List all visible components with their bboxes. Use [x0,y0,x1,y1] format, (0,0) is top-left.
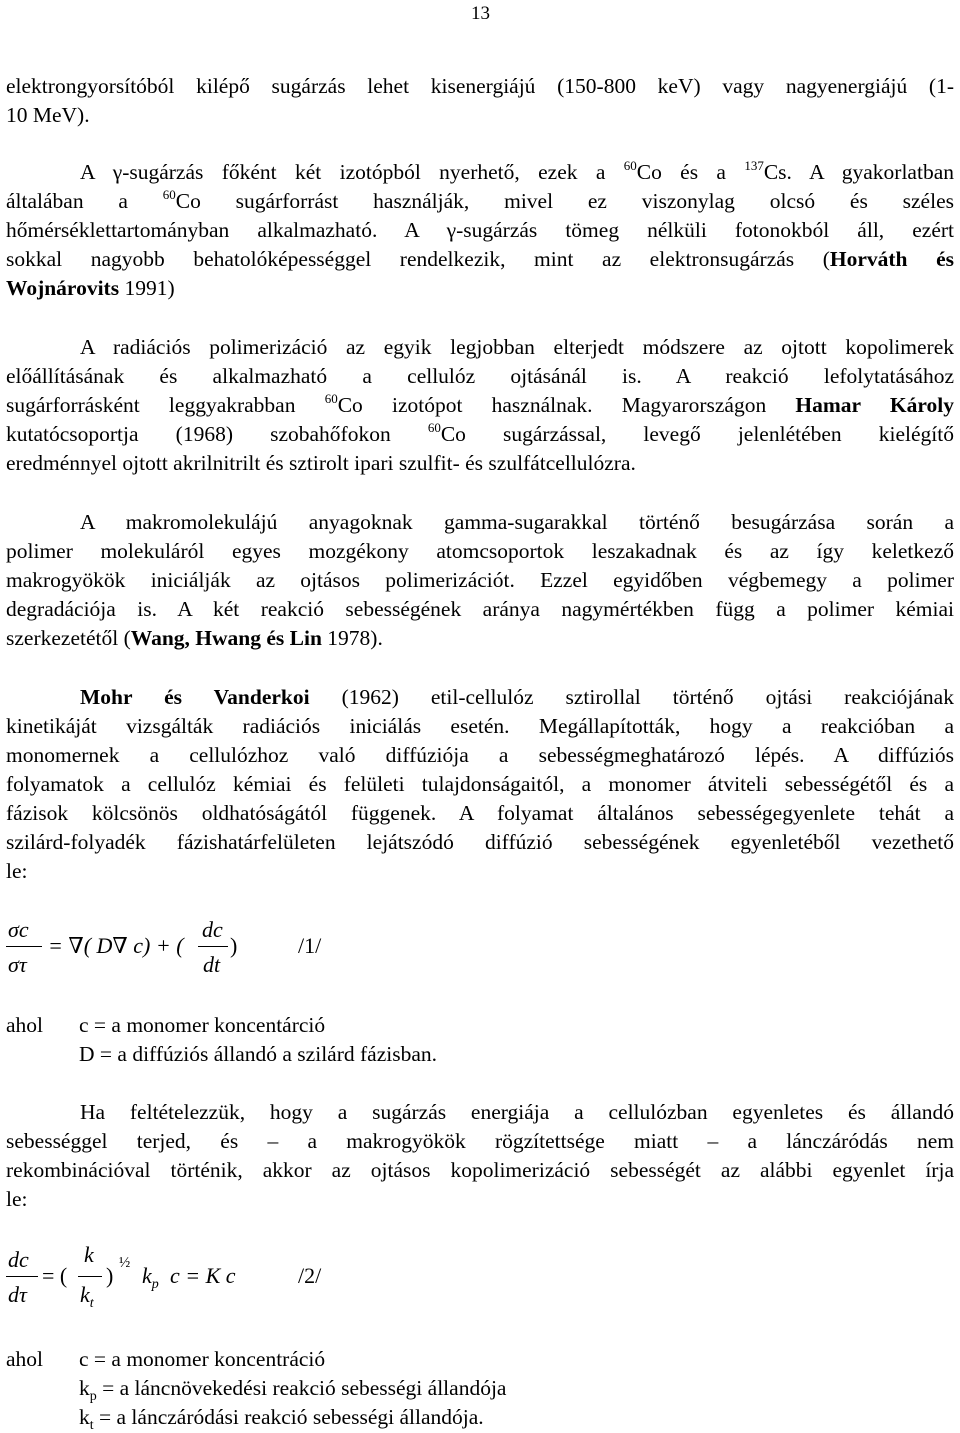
definition: c = a monomer koncentárció [79,1013,326,1037]
definition: $k_t = a$ lánczáródási reakció sebességi állandója. [79,1405,484,1433]
text-line: kutatócsoportja (1968) szobahőfokon $^{60}$Co sugárzással, levegő jelenlétében kielégítő [6,420,955,446]
eq2-k: k [84,1242,94,1267]
eq2-denominator: dτ [8,1282,27,1307]
text-line: Mohr és Vanderkoi (1962) etil-cellulóz sztirollal történő ojtási reakciójának [80,685,954,709]
eq1-close: ) [230,933,238,958]
text-line: monomernek a cellulózhoz való diffúziója a sebességmeghatározó lépés. A diffúziós [6,743,954,767]
text-line: előállításának és alkalmazható a cellulóz ojtásánál is. A reakció lefolytatásához [6,364,954,388]
eq1-number: /1/ [298,933,322,958]
eq2-exponent: ½ [119,1255,131,1271]
text-line: sugárforrásként leggyakrabban $^{60}$Co izotópot használnak. Magyarországon Hamar Károly [6,391,954,417]
text-line: A γ-sugárzás főként két izotópból nyerhető, ezek a $^{60}$Co és a $^{137}$Cs. A gyakorlatban [80,158,954,184]
eq2-close: ) [106,1263,114,1288]
text-line: sebességgel terjed, és – a makrogyökök rögzítettsége miatt – a lánczáródás nem [6,1129,954,1153]
eq1-denominator: στ [8,952,27,977]
text-line: kinetikáját vizsgálták radiációs iniciálás esetén. Megállapították, hogy a reakcióban a [6,714,954,738]
text-line: A radiációs polimerizáció az egyik legjobban elterjedt módszere az ojtott kopolimerek [80,335,954,359]
eq1-dt: dt [203,952,221,977]
text-line: Ha feltételezzük, hogy a sugárzás energiája a cellulózban egyenletes és állandó [80,1100,954,1124]
text-line: degradációja is. A két reakció sebességének aránya nagymértékben függ a polimer kémiai [6,597,954,621]
definition: c = a monomer koncentráció [79,1347,326,1371]
definition: D = a diffúziós állandó a szilárd fázisban. [79,1042,437,1066]
text-line: elektrongyorsítóból kilépő sugárzás lehet kisenergiájú (150-800 keV) vagy nagyenergiájú (1- [6,74,954,98]
text-line: fázisok kölcsönös oldhatóságától függenek. A folyamat általános sebességegyenlete tehát a [6,801,954,825]
eq1-dc-bar [198,946,228,947]
eq1-fraction-bar [6,946,42,947]
text-line: általában a $^{60}$Co sugárforrást használják, mivel ez viszonylag olcsó és széles [6,187,954,213]
eq2-rest: c = K c [170,1263,236,1288]
eq1-body: = ∇( D∇ c) + ( [48,933,184,958]
eq2-kp: $k_p$ [142,1263,159,1292]
text-line: le: [6,1187,28,1211]
text-line: hőmérséklettartományban alkalmazható. A γ-sugárzás tömeg nélküli fotonokból áll, ezért [6,218,954,242]
eq2-numerator: dc [8,1247,29,1272]
text-line: szilárd-folyadék fázishatárfelületen lejátszódó diffúzió sebességének egyenletéből vezethető [6,830,954,854]
text-line: A makromolekulájú anyagoknak gamma-sugarakkal történő besugárzása során a [80,510,954,534]
eq1-numerator: σc [8,917,29,942]
eq2-kt: $k_t$ [80,1282,94,1311]
text-line: makrogyökök iniciálják az ojtásos polimerizációt. Ezzel egyidőben végbemegy a polimer [6,568,954,592]
text-line: Wojnárovits 1991) [6,276,175,300]
eq1-dc: dc [202,917,223,942]
definition: $k_p = a$ láncnövekedési reakció sebességi állandója [79,1376,507,1404]
text-line: folyamatok a cellulóz kémiai és felületi tulajdonságaitól, a monomer átviteli sebességétől és a [6,772,954,796]
text-line: eredménnyel ojtott akrilnitrilt és sztirolt ipari szulfit- és szulfátcellulózra. [6,451,636,475]
text-line: szerkezetétől (Wang, Hwang és Lin 1978). [6,626,383,650]
eq2-k-bar [78,1276,102,1277]
page-number: 13 [471,3,490,24]
text-line: sokkal nagyobb behatolóképességgel rendelkezik, mint az elektronsugárzás (Horváth és [6,247,954,271]
where-label: ahol [6,1347,44,1371]
eq2-fraction-bar [6,1276,38,1277]
text-line: rekombinációval történik, akkor az ojtásos kopolimerizáció sebességét az alábbi egyenlet írja [6,1158,954,1182]
eq2-number: /2/ [298,1263,322,1288]
text-line: polimer molekuláról egyes mozgékony atomcsoportok leszakadnak és az így keletkező [6,539,954,563]
where-label: ahol [6,1013,44,1037]
text-line: le: [6,859,28,883]
eq2-equals: = ( [42,1263,68,1288]
text-line: 10 MeV). [6,103,90,127]
